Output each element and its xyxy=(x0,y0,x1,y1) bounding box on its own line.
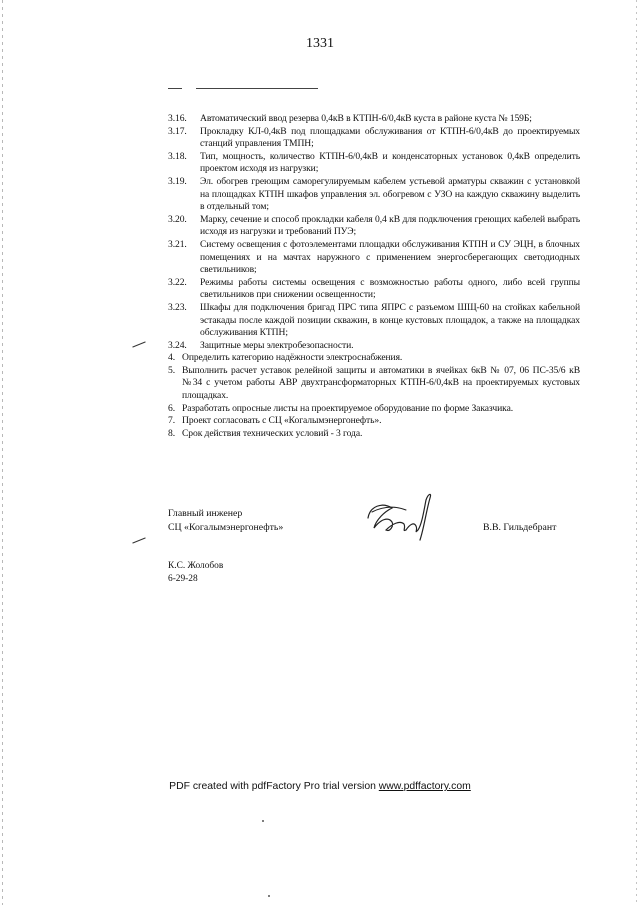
scan-edge-right xyxy=(636,0,637,905)
item-text: Шкафы для подключения бригад ПРС типа ЯПРС с разъемом ШЩ-60 на стойках кабельной эстакады после каждой позиции скважин, в конце кустовых площадок, а также на площадках обслуживания КТПН; xyxy=(200,301,580,339)
requirements-list xyxy=(168,113,580,440)
divider xyxy=(196,88,318,89)
pdf-footer xyxy=(0,781,640,792)
list-item xyxy=(168,365,580,403)
scan-speck xyxy=(262,820,264,822)
item-text: Режимы работы системы освещения с возможностью работы одного, либо всей группы светильников при снижении освещенности; xyxy=(200,276,580,301)
item-text: Автоматический ввод резерва 0,4кВ в КТПН-6/0,4кВ куста в районе куста № 159Б; xyxy=(200,113,532,124)
item-text: Систему освещения с фотоэлементами площадки обслуживания КТПН и СУ ЭЦН, в блочных помещениях и на мачтах наружного с применением энергосберегающих светодиодных светильников; xyxy=(200,238,580,276)
item-text: Разработать опросные листы на проектируемое оборудование по форме Заказчика. xyxy=(182,402,514,414)
margin-hook-mark xyxy=(132,537,145,543)
list-item xyxy=(168,415,580,428)
footer-link[interactable]: www.pdffactory.com xyxy=(378,781,471,792)
list-item xyxy=(168,340,580,353)
item-text: Срок действия технических условий - 3 года. xyxy=(182,427,363,439)
item-text: Проект согласовать с СЦ «Когалымэнергонефть». xyxy=(182,415,382,427)
signatory-organization: СЦ «Когалымэнергонефть» xyxy=(168,522,284,533)
list-item xyxy=(168,302,580,340)
list-item xyxy=(168,176,580,214)
list-item xyxy=(168,403,580,416)
item-text: Эл. обогрев греющим саморегулируемым кабелем устьевой арматуры скважин с установкой на площадках КТПН шкафов управления эл. обогревом с УЗО на каждую скважину выделить в отдельный том; xyxy=(200,175,580,213)
signatory-position xyxy=(168,507,283,535)
divider-short xyxy=(168,88,182,89)
contact-phone: 6-29-28 xyxy=(168,573,198,584)
item-number: 4. xyxy=(168,352,175,364)
item-text: Тип, мощность, количество КТПН-6/0,4кВ и конденсаторных установок 0,4кВ определить проектом исходя из нагрузки; xyxy=(200,150,580,175)
item-text: Определить категорию надёжности электроснабжения. xyxy=(182,352,403,364)
footer-text: PDF created with pdfFactory Pro trial version xyxy=(169,781,379,792)
item-number: 5. xyxy=(168,364,175,376)
signatory-position-line: Главный инженер xyxy=(168,508,243,519)
margin-hook-mark xyxy=(132,341,145,347)
contact-block xyxy=(168,560,223,585)
list-item xyxy=(168,428,580,441)
item-number: 3.20. xyxy=(168,213,187,225)
item-number: 3.17. xyxy=(168,125,187,137)
item-text: Марку, сечение и способ прокладки кабеля 0,4 кВ для подключения греющих кабелей выбрать исходя из нагрузки и требований ПУЭ; xyxy=(200,213,580,238)
item-number: 8. xyxy=(168,427,175,439)
list-item xyxy=(168,126,580,151)
signatory-name: В.В. Гильдебрант xyxy=(483,522,557,533)
item-text: Выполнить расчет уставок релейной защиты и автоматики в ячейках 6кВ № 07, 06 ПС-35/6 кВ №34 с учетом работы АВР двухтрансформаторных КТПН-6/0,4кВ на проектируемых кустовых площадках. xyxy=(182,364,580,402)
list-item xyxy=(168,214,580,239)
item-number: 3.16. xyxy=(168,113,187,124)
scan-speck xyxy=(268,895,270,897)
item-number: 3.19. xyxy=(168,175,187,187)
handwritten-signature-icon xyxy=(362,490,442,546)
scan-edge-left xyxy=(2,0,3,905)
item-text: Прокладку КЛ-0,4кВ под площадками обслуживания от КТПН-6/0,4кВ до проектируемых станций управления ТМПН; xyxy=(200,125,580,150)
item-number: 3.24. xyxy=(168,339,187,351)
list-item xyxy=(168,277,580,302)
item-number: 3.18. xyxy=(168,150,187,162)
list-item xyxy=(168,151,580,176)
item-number: 3.21. xyxy=(168,238,187,250)
item-number: 6. xyxy=(168,402,175,414)
item-number: 7. xyxy=(168,415,175,427)
list-item xyxy=(168,352,580,365)
item-number: 3.23. xyxy=(168,301,187,313)
contact-name: К.С. Жолобов xyxy=(168,561,224,571)
list-item xyxy=(168,113,580,126)
list-item xyxy=(168,239,580,277)
item-text: Защитные меры электробезопасности. xyxy=(200,339,354,351)
item-number: 3.22. xyxy=(168,276,187,288)
page-number: 1331 xyxy=(306,36,334,51)
